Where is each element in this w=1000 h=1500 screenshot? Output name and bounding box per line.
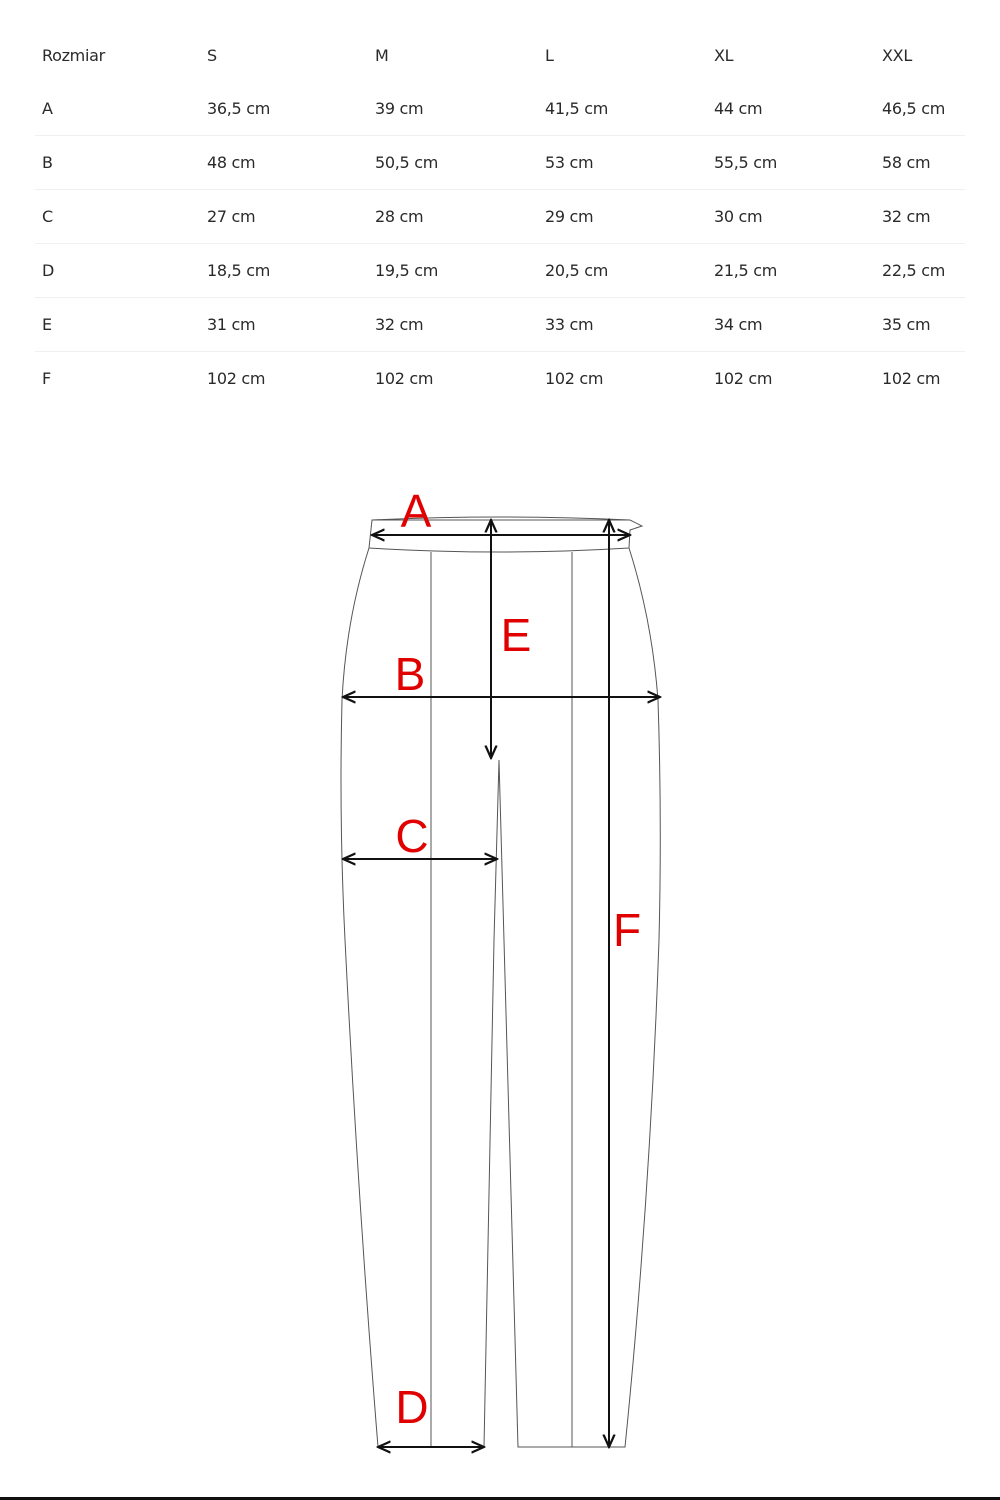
table-cell: 102 cm xyxy=(200,352,368,406)
row-label: D xyxy=(35,244,200,298)
row-label: A xyxy=(42,99,53,118)
row-label: B xyxy=(35,136,200,190)
table-cell: 31 cm xyxy=(200,298,368,352)
table-cell: 39 cm xyxy=(375,99,424,118)
table-cell: 55,5 cm xyxy=(707,136,875,190)
table-cell: 18,5 cm xyxy=(200,244,368,298)
table-cell: 46,5 cm xyxy=(882,99,945,118)
table-cell: 29 cm xyxy=(538,190,707,244)
table-cell: 21,5 cm xyxy=(707,244,875,298)
header-cell-size: Rozmiar xyxy=(42,46,105,65)
table-cell: 22,5 cm xyxy=(875,244,965,298)
table-cell: 32 cm xyxy=(368,298,538,352)
table-cell: 34 cm xyxy=(707,298,875,352)
row-label: F xyxy=(35,352,200,406)
table-cell: 48 cm xyxy=(200,136,368,190)
table-cell: 28 cm xyxy=(368,190,538,244)
label-a: A xyxy=(400,485,432,537)
table-cell: 102 cm xyxy=(707,352,875,406)
row-label: E xyxy=(35,298,200,352)
table-cell: 33 cm xyxy=(538,298,707,352)
label-d: D xyxy=(395,1381,429,1433)
header-cell-xl: XL xyxy=(714,46,734,65)
header-cell-m: M xyxy=(375,46,389,65)
table-cell: 44 cm xyxy=(714,99,763,118)
right-leg-outline xyxy=(499,548,660,1447)
table-cell: 50,5 cm xyxy=(368,136,538,190)
header-cell-s: S xyxy=(207,46,217,65)
label-b: B xyxy=(394,648,426,700)
table-cell: 30 cm xyxy=(707,190,875,244)
label-f: F xyxy=(612,904,642,956)
label-e: E xyxy=(500,609,532,661)
header-cell-l: L xyxy=(545,46,554,65)
table-cell: 36,5 cm xyxy=(207,99,270,118)
label-c: C xyxy=(395,810,429,862)
table-cell: 53 cm xyxy=(538,136,707,190)
table-cell: 19,5 cm xyxy=(368,244,538,298)
table-cell: 32 cm xyxy=(875,190,965,244)
measurement-labels xyxy=(395,485,641,1433)
table-cell: 35 cm xyxy=(875,298,965,352)
table-cell: 102 cm xyxy=(875,352,965,406)
table-cell: 102 cm xyxy=(538,352,707,406)
table-cell: 27 cm xyxy=(200,190,368,244)
table-cell: 20,5 cm xyxy=(538,244,707,298)
table-cell: 41,5 cm xyxy=(545,99,608,118)
header-cell-xxl: XXL xyxy=(882,46,912,65)
table-cell: 58 cm xyxy=(875,136,965,190)
row-label: C xyxy=(35,190,200,244)
table-cell: 102 cm xyxy=(368,352,538,406)
